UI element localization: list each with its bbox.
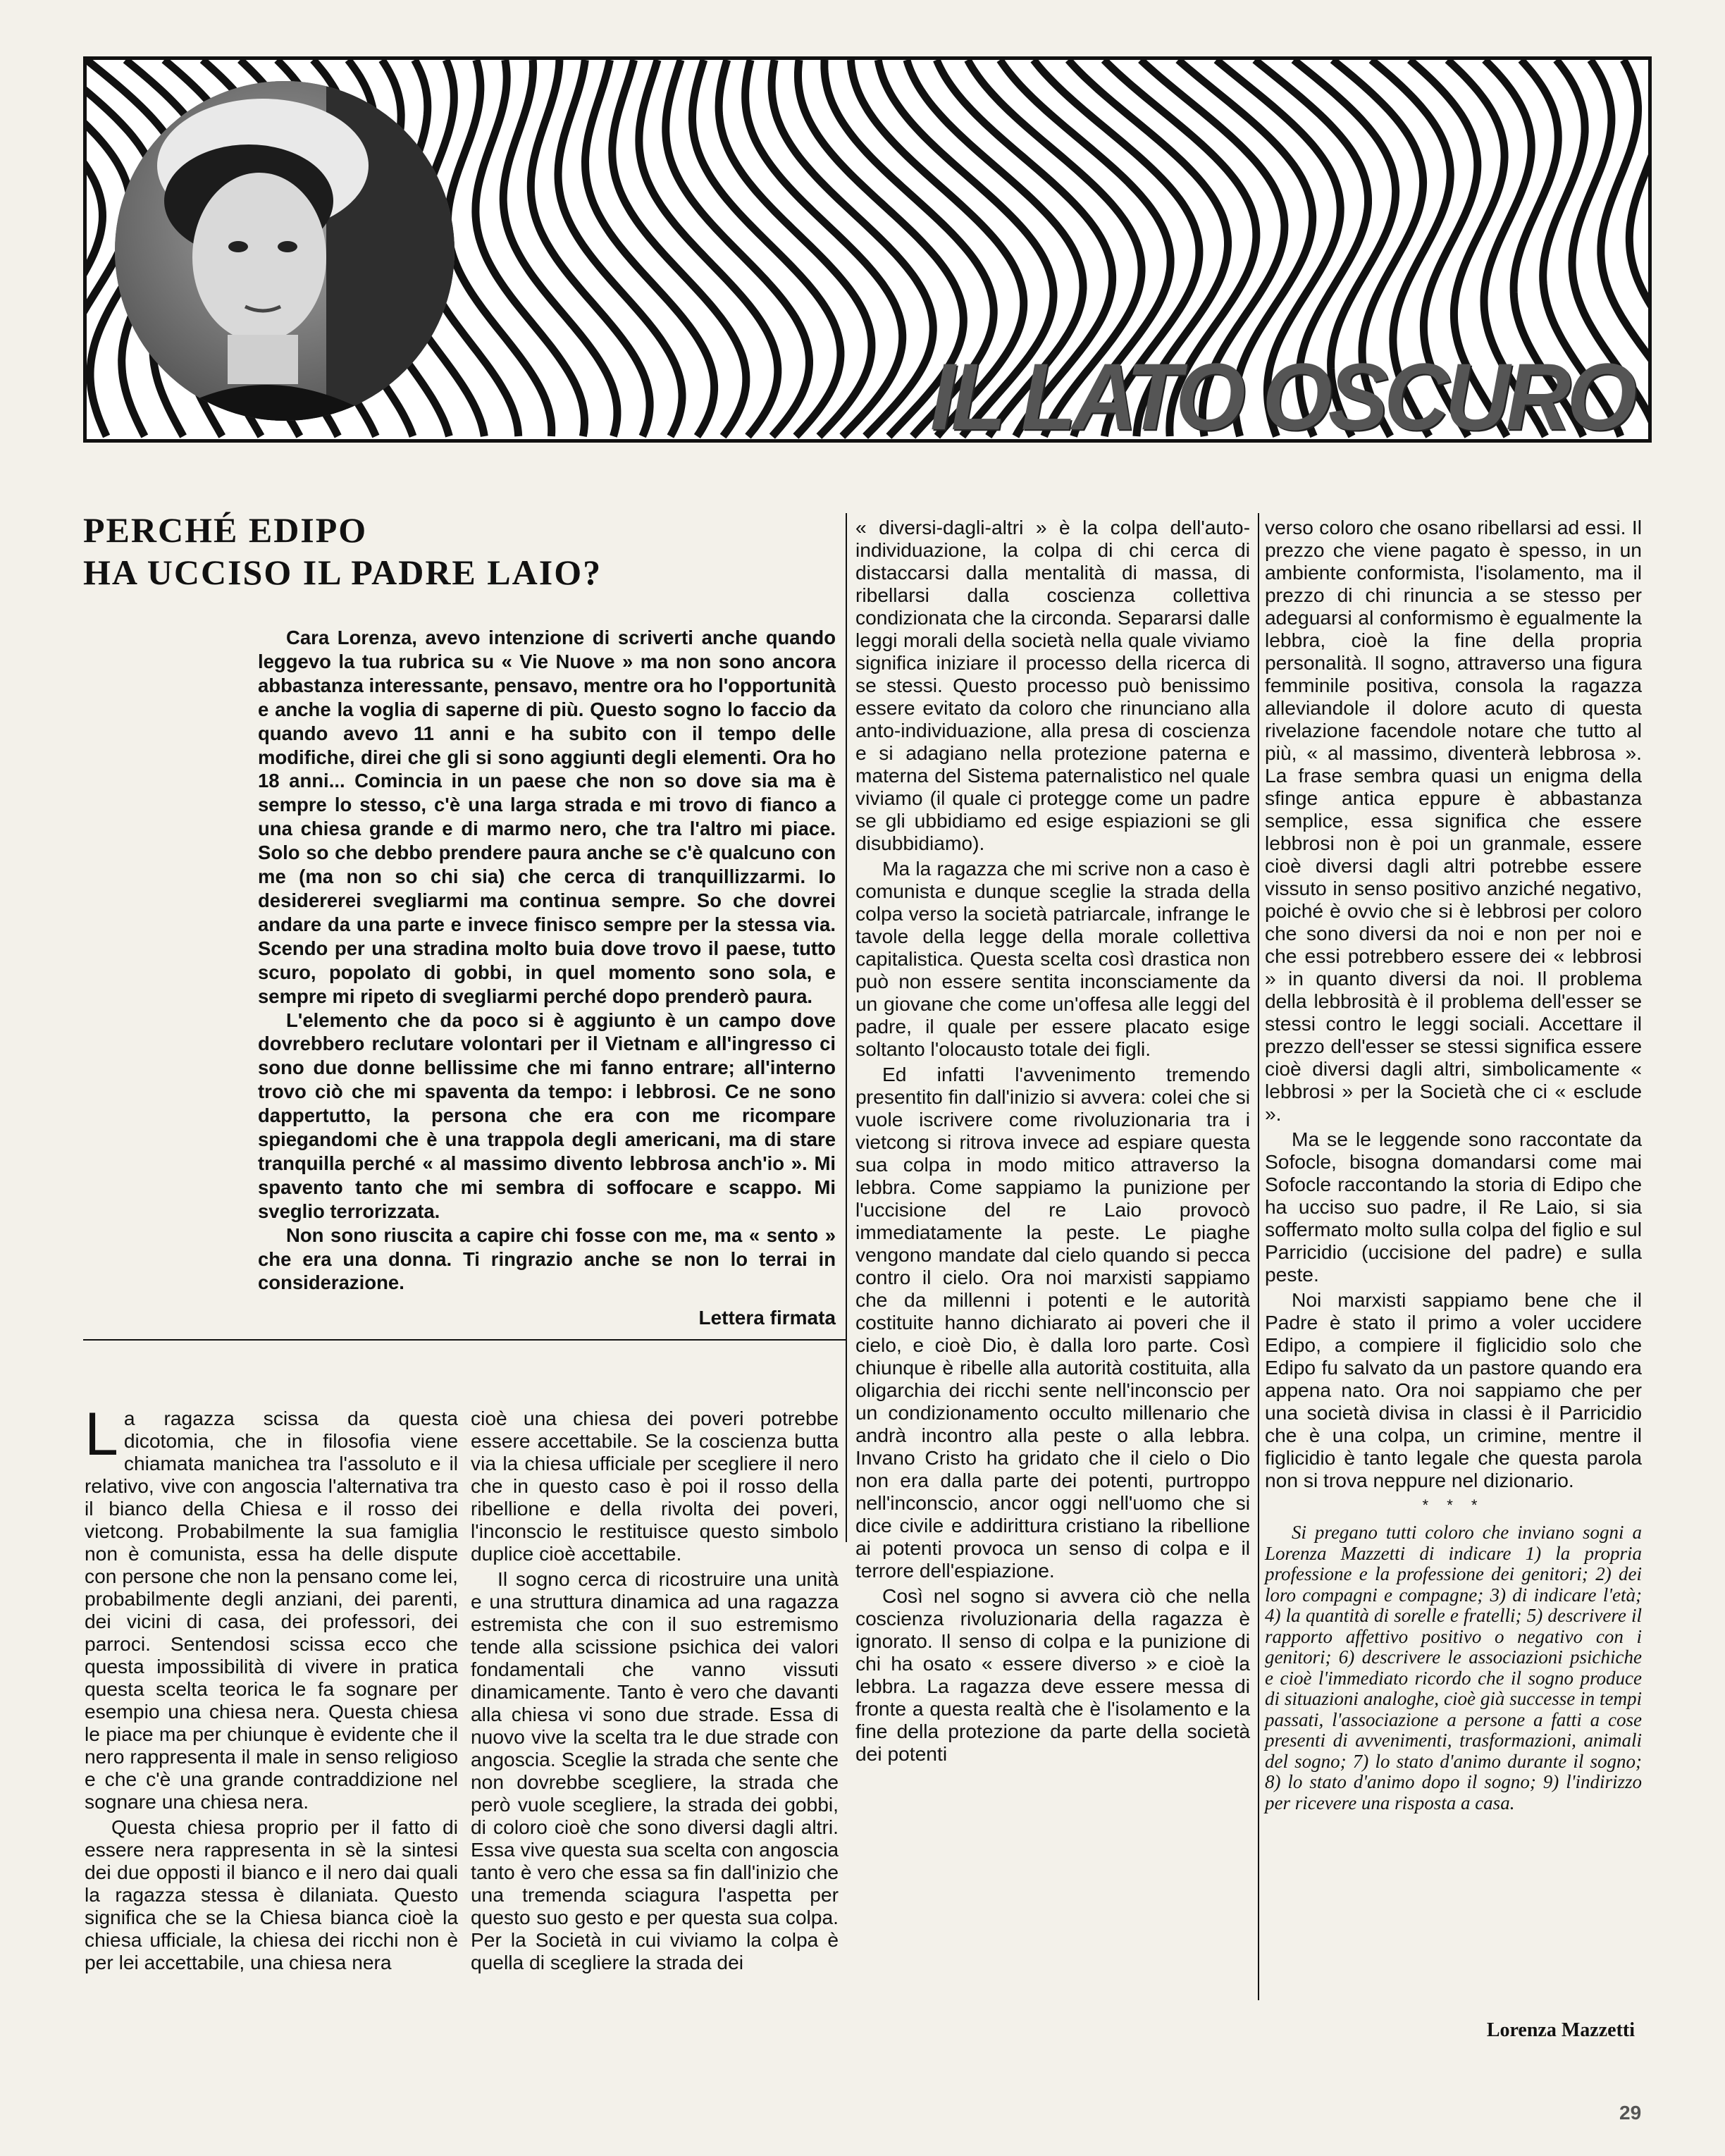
letter-paragraph: Cara Lorenza, avevo intenzione di scriverti anche quando leggevo la tua rubrica su « Vie Nuove » ma non sono ancora abbastanza interessante, pensavo, mentre ora ho l'opportunità e anche la voglia di saperne di più. Questo sogno lo faccio da quando avevo 11 anni e ha subito con il tempo delle modifiche, direi che gli si sono aggiunti degli elementi. Ora ho 18 anni... Comincia in un paese che non so dove sia ma è sempre lo stesso, c'è una larga strada e mi trovo di fianco a una chiesa grande e di marmo nero, che tra l'altro mi piace. Solo so che debbo prendere paura anche se c'è qualcuno con me (ma non so chi sia) che cerca di tranquillizzarmi. Io desidererei svegliarmi ma continua sempre. So che dovrei andare da una parte e invece finisco sempre per la stessa via. Scendo per una stradina molto buia dove trovo il paese, tutto scuro, popolato di gobbi, in quel momento sono sola, e sempre mi ripeto di svegliarmi perché dopo prenderò paura. <box>258 627 836 1007</box>
reader-notice: Si pregano tutti coloro che inviano sogni a Lorenza Mazzetti di indicare 1) la propria professione e la professione dei genitori; 2) dei loro compagni e compagne; 3) di indicare l'età; 4) la quantità di sorelle e fratelli; 5) descrivere il rapporto affettivo positivo o negativo con i genitori; 6) descrivere le associazioni psichiche e cioè l'immediato ricordo che il sogno produce di situazioni analoghe, cioè già successe in tempi passati, l'associazione a persone a fatti a cose presenti di avvenimenti, trasformazioni, animali del sogno; 7) lo stato d'animo durante il sogno; 8) lo stato d'animo dopo il sogno; 9) l'indirizzo per ricevere una risposta a casa. <box>1265 1522 1642 1813</box>
article-headline <box>83 509 844 593</box>
reader-letter <box>258 626 836 1295</box>
wave-stripe <box>503 60 617 436</box>
headline-line-2: HA UCCISO IL PADRE LAIO? <box>83 553 602 592</box>
article-paragraph: Ed infatti l'avvenimento tremendo presentito fin dall'inizio si avvera: colei che si vuole iscrivere come rivoluzionaria tra i vietcong si ritrova invece ad espiare questa sua colpa in modo mitico attraverso la lebbra. Come sappiamo la punizione per l'uccisione del re Laio provocò immediatamente la peste. Le piaghe vengono mandate dal cielo quando si pecca contro il cielo. Ora noi marxisti sappiamo che da millenni i potenti e le autorità costituite hanno dichiarato ai poveri che il cielo, e cioè Dio, è dalla loro parte. Così chiunque è ribelle alla autorità costituita, alla oligarchia dei ricchi sente nell'inconscio per un condizionamento occulto millenario che andrà incontro alla peste o alla lebbra. Invano Cristo ha gridato che il cielo o Dio non era dalla parte dei potenti, purtroppo nell'inconscio, ancor oggi nell'uomo che si dice civile e addirittura cristiano la ribellione ai potenti provoca un senso di colpa e il terrore dell'espiazione. <box>855 1063 1250 1582</box>
wave-stripe <box>666 60 810 436</box>
woman-portrait-image <box>115 81 455 421</box>
article-column-2 <box>471 1407 839 1976</box>
author-byline: Lorenza Mazzetti <box>1486 2019 1635 2041</box>
article-paragraph: « diversi-dagli-altri » è la colpa dell'auto-individuazione, la colpa di chi cerca di distaccarsi dalla mentalità di massa, di ribellarsi dalla coscienza collettiva condizionata che la circonda. Separarsi dalle leggi morali della società nella quale viviamo significa iniziare il processo della ricerca di se stessi. Questo processo può benissimo essere evitato da coloro che rinunciano alla anto-individuazione, alla presa di coscienza e si adagiano nella protezione paterna e materna del Sistema paternalistico nel quale viviamo (il quale ci protegge come un padre se gli ubbidiamo ed esige espiazioni se gli disubbidiamo). <box>855 516 1250 854</box>
column-divider <box>846 513 847 1542</box>
article-paragraph: Ma la ragazza che mi scrive non a caso è comunista e dunque sceglie la strada della colpa verso la società patriarcale, infrange le tavole della legge della morale collettiva capitalistica. Questa scelta così drastica non può non essere sentita inconsciamente da un giovane che come un'offesa alle leggi del padre, il quale per essere placato esige soltanto l'olocausto totale dei figli. <box>855 857 1250 1060</box>
drop-cap: L <box>85 1400 118 1468</box>
article-paragraph: Così nel sogno si avvera ciò che nella coscienza rivoluzionaria della ragazza è ignorato. Il senso di colpa e la punizione di chi ha osato « essere diverso » e cioè la lebbra. La ragazza deve essere messa di fronte a questa realtà che è l'isolamento e la fine della protezione da parte della società dei potenti <box>855 1584 1250 1765</box>
article-column-1 <box>85 1400 458 1976</box>
article-paragraph: La ragazza scissa da questa dicotomia, che in filosofia viene chiamata manichea tra l'assoluto e il relativo, vive con angoscia l'alternativa tra il bianco della Chiesa e il rosso dei vietcong. Probabilmente la sua famiglia non è comunista, essa ha delle dispute con persone che non la pensano come lei, probabilmente degli anziani, dei parenti, dei vicini di casa, dei professori, dei parroci. Sentendosi scissa ecco che questa impossibilità di vivere in pratica questa scelta teorica le fa sognare per esempio una chiesa nera. Questa chiesa le piace ma per chiunque è evidente che il nero rappresenta il male in senso religioso e che c'è una grande contraddizione nel sognare una chiesa nera. <box>85 1400 458 1813</box>
article-paragraph: Ma se le leggende sono raccontate da Sofocle, bisogna domandarsi come mai Sofocle raccontando la storia di Edipo che ha ucciso suo padre, il Re Laio, si sia soffermato molto sulla colpa del figlio e sul Parricidio (uccisione del padre) e sulla peste. <box>1265 1128 1642 1286</box>
headline-line-1: PERCHÉ EDIPO <box>83 510 368 550</box>
page-number: 29 <box>1619 2102 1642 2124</box>
article-paragraph: Il sogno cerca di ricostruire una unità e una struttura dinamica ad una ragazza estremista che con il suo estremismo tende alla scissione psichica dei valori fondamentali che vanno vissuti dinamicamente. Tanto è vero che davanti alla chiesa vi sono due strade. Essa di nuovo vive la scelta tra le due strade con angoscia. Sceglie la strada che sente che non dovrebbe scegliere, la strada che però vuole scegliere, la strada dei gobbi, di coloro cioè che sono diversi dagli altri. Essa vive questa sua scelta con angoscia tanto è vero che essa sa fin dall'inizio che una tremenda sciagura l'aspetta per questo suo gesto e per questa sua colpa. Per la Società in cui viviamo la colpa è quella di scegliere la strada dei <box>471 1567 839 1973</box>
article-paragraph: verso coloro che osano ribellarsi ad essi. Il prezzo che viene pagato è spesso, in un ambiente conformista, l'isolamento, ma il prezzo di chi rinuncia a se stesso per adeguarsi al conformismo è egualmente la lebbra, cioè la fine della propria personalità. Il sogno, attraverso una figura femminile positiva, consola la ragazza alleviandole il dolore acuto di questa rivelazione facendole notare che tutto al più, « al massimo, diventerà lebbrosa ». La frase sembra quasi un enigma della sfinge antica eppure è abbastanza semplice, essa significa che essere lebbrosi non è poi un granmale, essere cioè diversi dagli altri potrebbe essere vissuto in senso positivo anziché negativo, poiché è ovvio che si è lebbrosi per coloro che sono diversi da noi e non per noi e che essi potrebbero essere dei « lebbrosi » in quanto diversi da noi. Il problema della lebbrosità è il problema dell'esser se stessi contro le leggi sociali. Accettare il prezzo dell'esser se stessi significa essere cioè diversi dagli altri, simbolicamente « lebbrosi » per la Società che ci « esclude ». <box>1265 516 1642 1125</box>
column-divider <box>1258 513 1259 2000</box>
section-title: IL LATO OSCURO <box>930 344 1633 443</box>
article-column-4 <box>1265 516 1642 1816</box>
article-column-3 <box>855 516 1250 1768</box>
portrait-photo <box>115 81 455 421</box>
letter-bottom-rule <box>83 1339 846 1341</box>
article-paragraph: Questa chiesa proprio per il fatto di essere nera rappresenta in sè la sintesi dei due opposti il bianco e il nero dai quali la ragazza stessa è dilaniata. Questo significa che se la Chiesa bianca cioè la chiesa ufficiale, la chiesa dei ricchi non è per lei accettabile, una chiesa nera <box>85 1816 458 1973</box>
article-paragraph: Noi marxisti sappiamo bene che il Padre è stato il primo a voler uccidere Edipo, a compiere il figlicidio solo che Edipo fu salvato da un pastore quando era appena nato. Ora noi sappiamo che per una società divisa in classi è il Parricidio che è una colpa, un crimine, mentre il figlicidio è tanto legale che questa parola non si trova neppure nel dizionario. <box>1265 1288 1642 1491</box>
letter-paragraph: L'elemento che da poco si è aggiunto è un campo dove dovrebbero reclutare volontari per il Vietnam e all'ingresso ci sono due donne bellissime che mi fanno entrare; all'interno trovo ciò che mi spaventa da tempo: i lebbrosi. Ce ne sono dappertutto, la persona che era con me ricompare spiegandomi che è una trappola degli americani, ma di stare tranquilla perché « al massimo divento lebbrosa anch'io ». Mi spavento tanto che mi sembra di soffocare e scappo. Mi sveglio terrorizzata. <box>258 1009 836 1222</box>
section-separator: * * * <box>1422 1496 1485 1514</box>
article-paragraph: cioè una chiesa dei poveri potrebbe essere accettabile. Se la coscienza butta via la chiesa ufficiale per scegliere il nero che in questo caso è poi il rosso della ribellione e della rivolta dei poveri, l'inconscio le restituisce questo simbolo duplice cioè accettabile. <box>471 1407 839 1565</box>
letter-paragraph: Non sono riuscita a capire chi fosse con me, ma « sento » che era una donna. Ti ringrazio anche se non lo terrai in considerazione. <box>258 1224 836 1294</box>
letter-signature: Lettera firmata <box>698 1307 836 1329</box>
header-banner <box>83 56 1652 443</box>
